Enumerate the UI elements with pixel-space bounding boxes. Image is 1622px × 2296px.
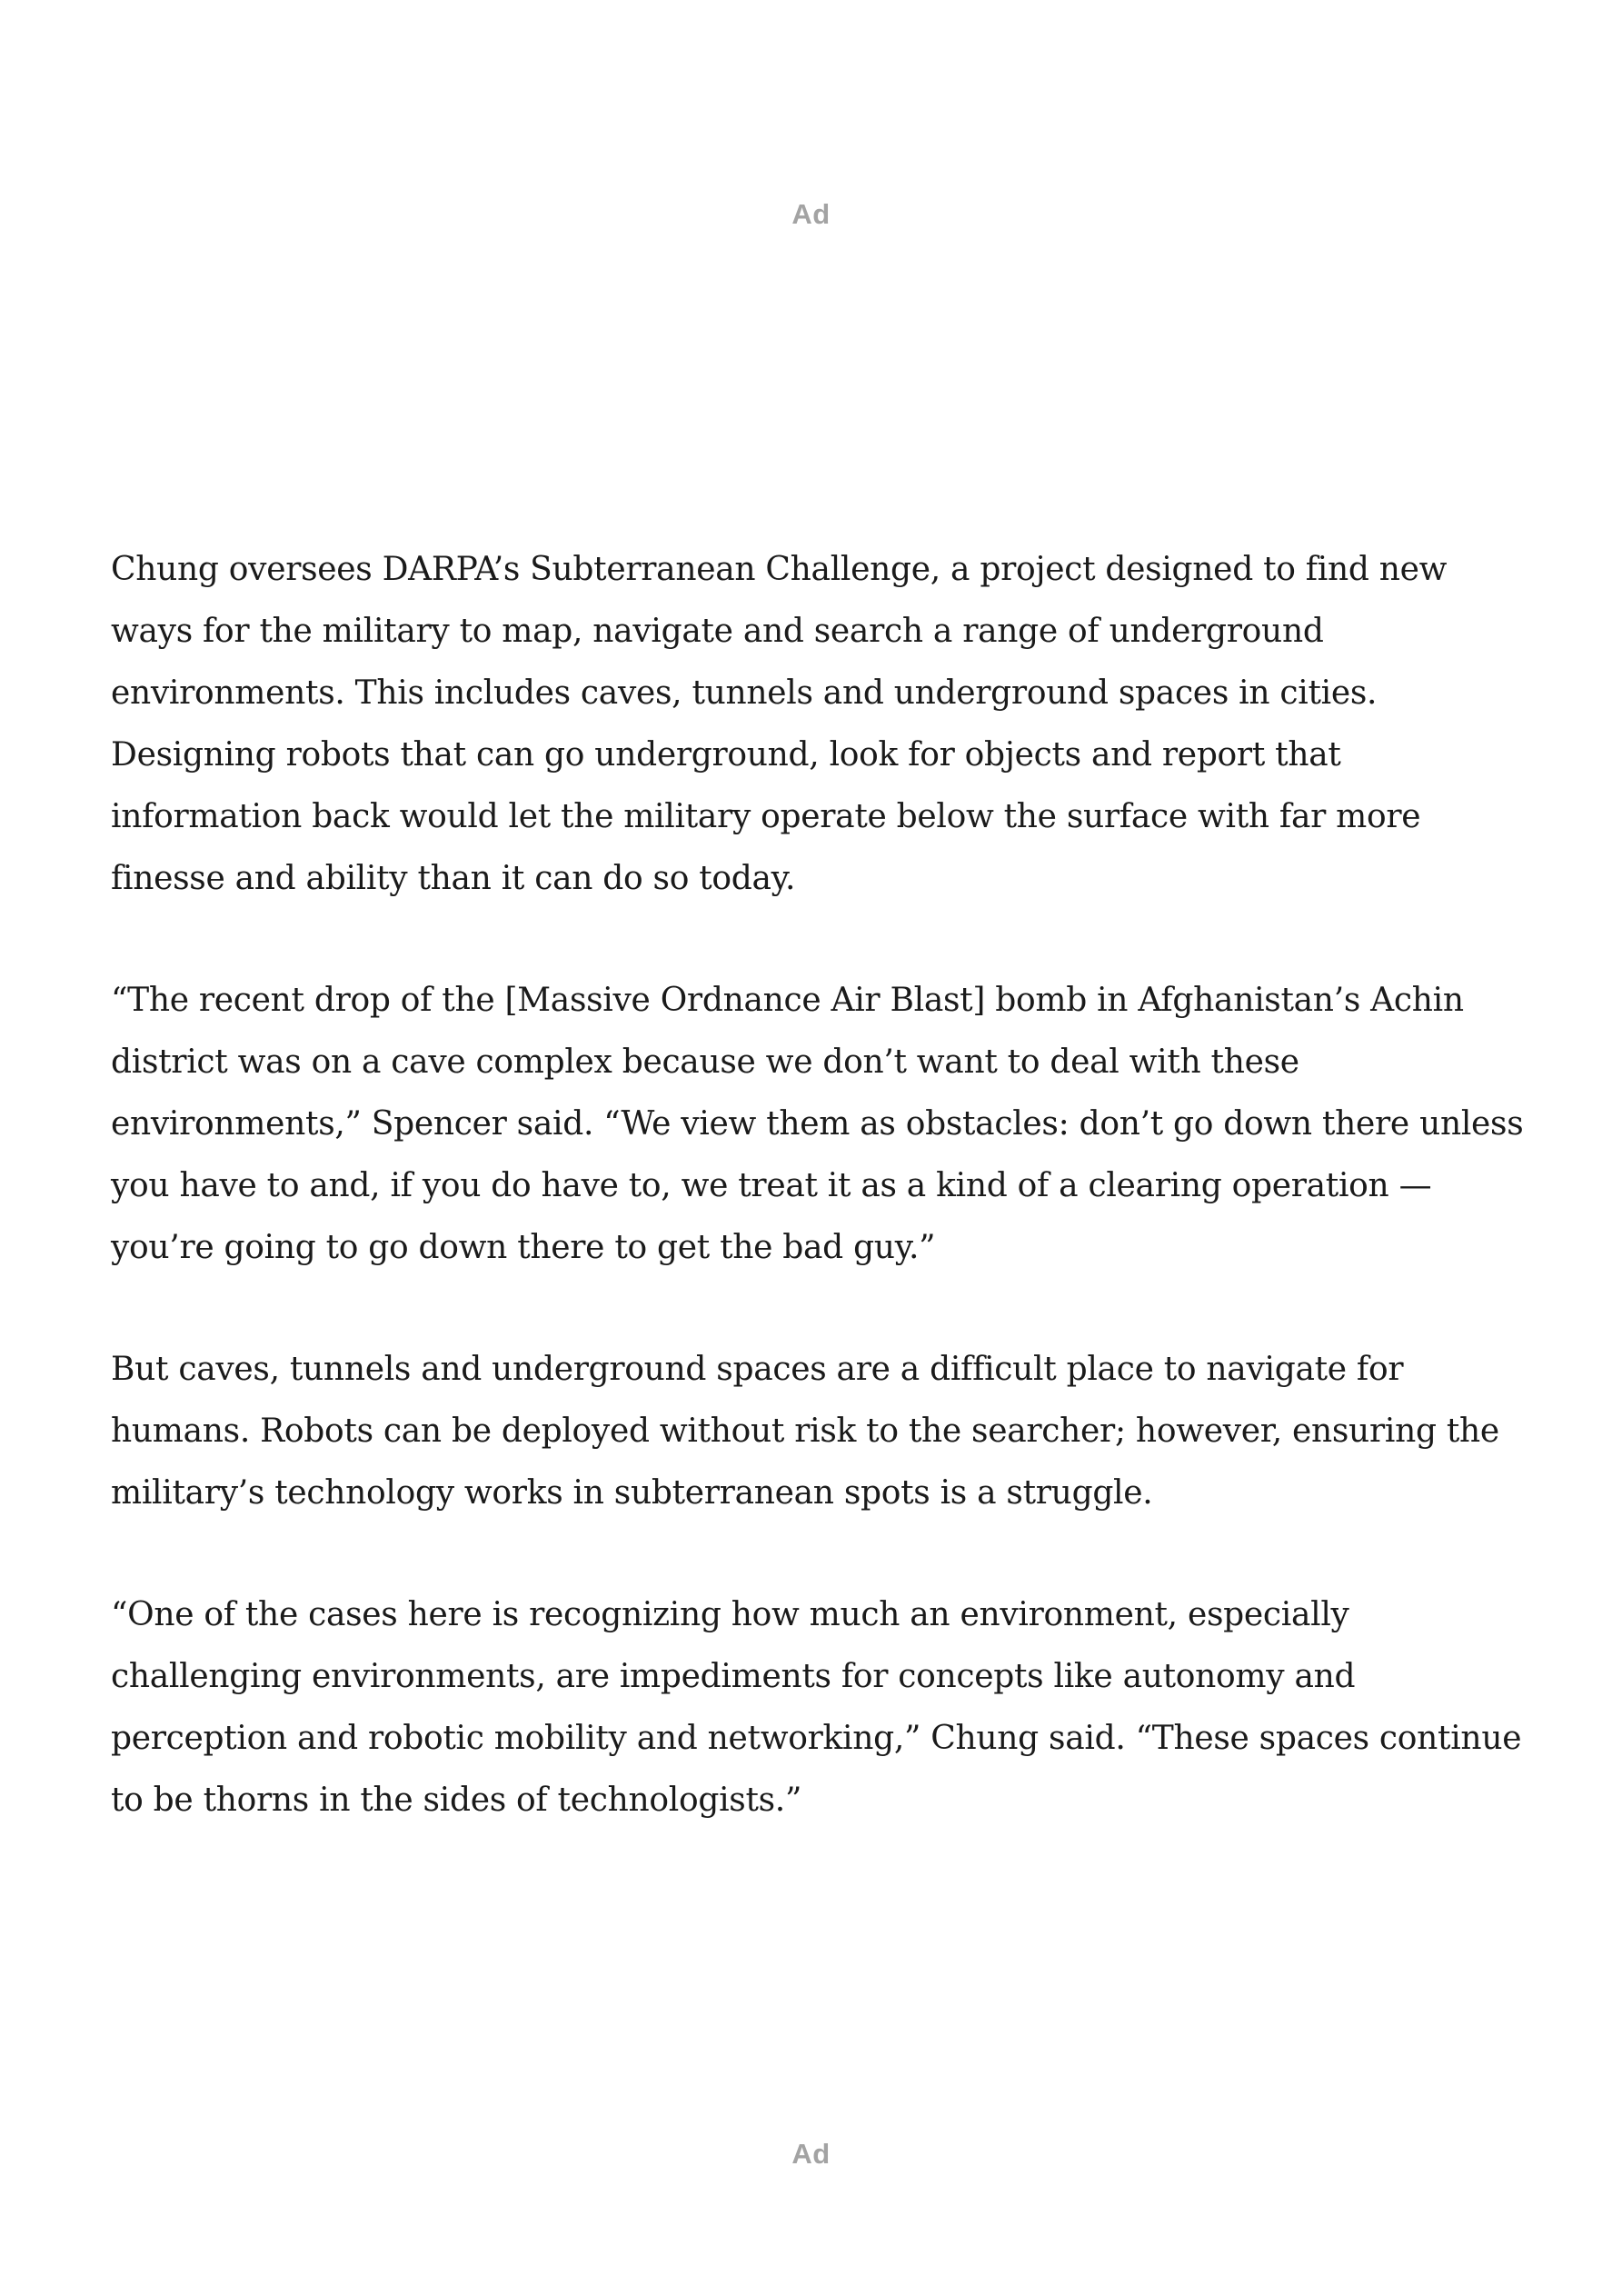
ad-label-bottom: Ad (791, 2138, 831, 2170)
ad-label-top: Ad (791, 198, 831, 230)
article-paragraph: But caves, tunnels and underground spaces are a difficult place to navigate for humans. Robots can be deployed without risk to the searcher; however, ensuring the military’s technology works in subterranean spots is a struggle. (111, 1351, 1499, 1512)
article-paragraph: Chung oversees DARPA’s Subterranean Challenge, a project designed to find new ways for the military to map, navigate and search a range of underground environments. This includes caves, tunnels and underground spaces in cities. Designing robots that can go underground, look for objects and report that information back would let the military operate below the surface with far more finesse and ability than it can do so today. (111, 551, 1448, 897)
article-paragraph: “The recent drop of the [Massive Ordnance Air Blast] bomb in Afghanistan’s Achin district was on a cave complex because we don’t want to deal with these environments,” Spencer said. “We view them as obstacles: don’t go down there unless you have to and, if you do have to, we treat it as a kind of a clearing operation — you’re going to go down there to get the bad guy.” (111, 982, 1524, 1266)
article-body (111, 539, 1528, 1832)
article-paragraph: “One of the cases here is recognizing how much an environment, especially challenging environments, are impediments for concepts like autonomy and perception and robotic mobility and networking,” Chung said. “These spaces continue to be thorns in the sides of technologists.” (111, 1596, 1522, 1819)
